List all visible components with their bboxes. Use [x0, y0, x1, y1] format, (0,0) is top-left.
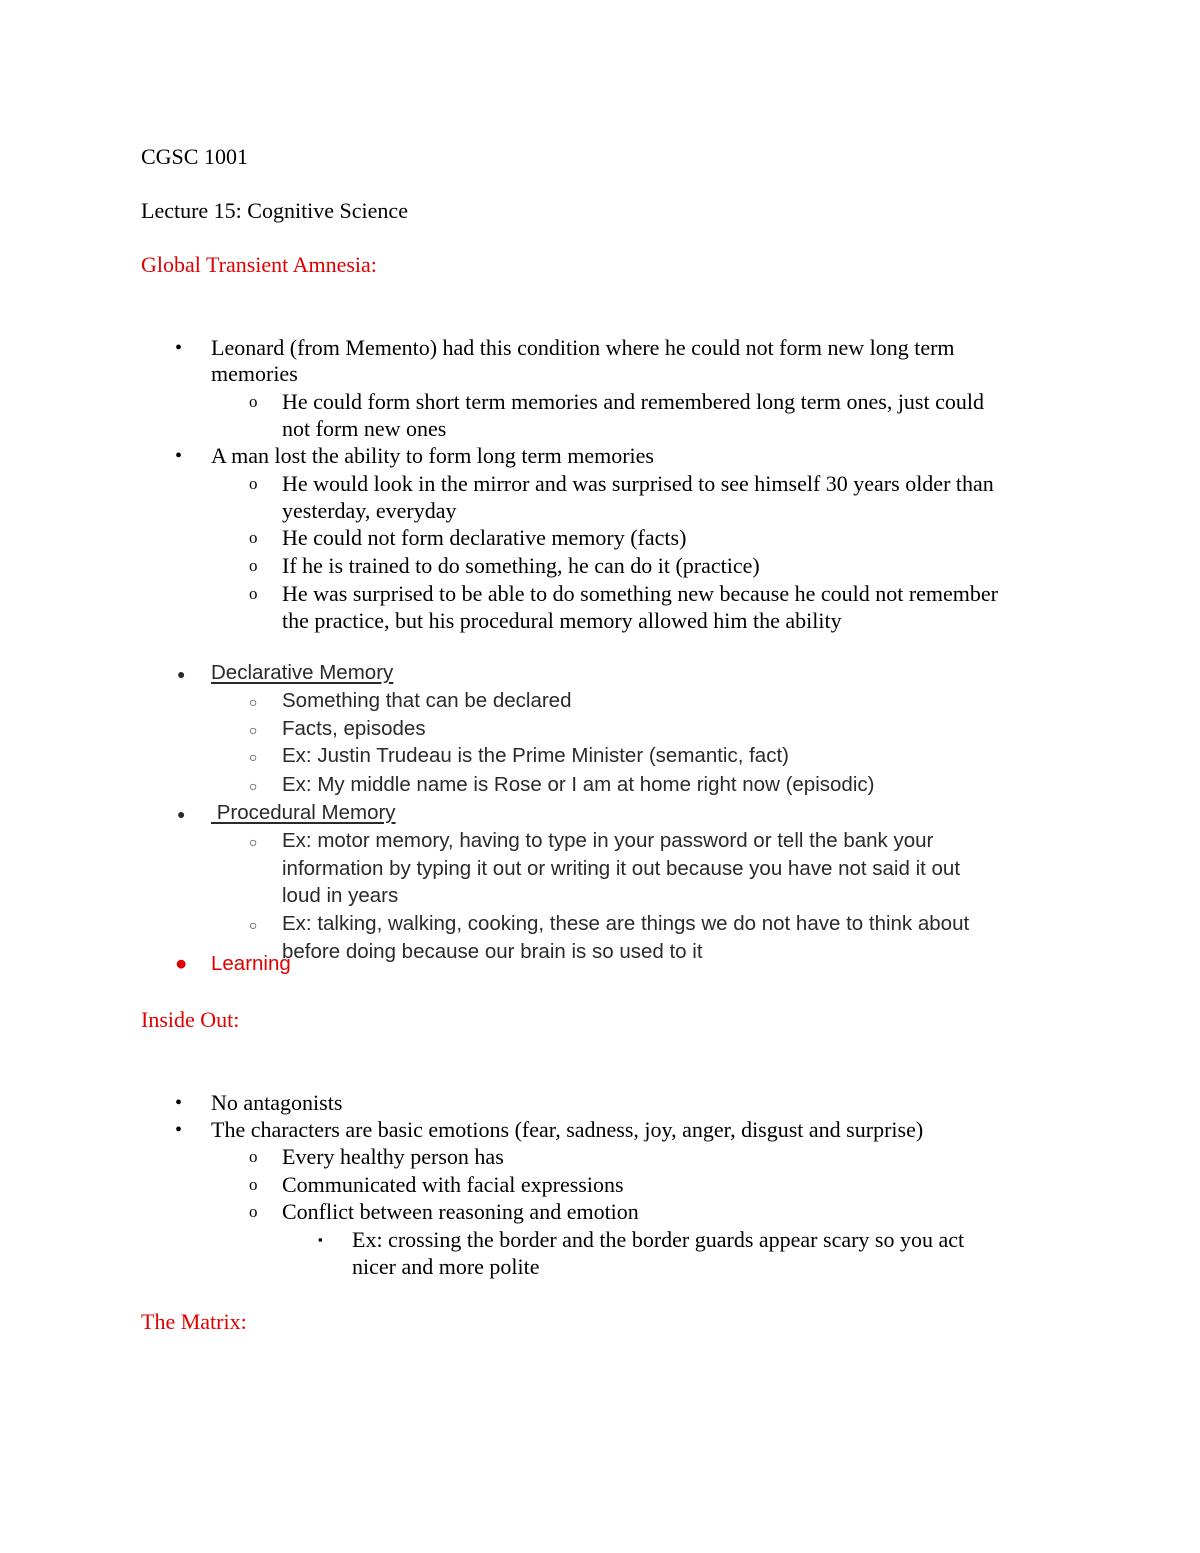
sub-list-item: He would look in the mirror and was surprised to see himself 30 years older than [282, 471, 994, 496]
clipped-text: Learning [211, 952, 291, 975]
list-item-continuation: memories [211, 361, 298, 386]
sub-list-item: He could not form declarative memory (facts) [282, 525, 687, 550]
bullet-icon: • [175, 1092, 183, 1114]
sub-bullet-icon: ○ [249, 778, 258, 794]
sub-list-item: Ex: motor memory, having to type in your password or tell the bank your [282, 829, 934, 852]
procedural-memory-heading: Procedural Memory [211, 801, 396, 824]
bullet-icon: • [175, 1119, 183, 1141]
list-item: A man lost the ability to form long term memories [211, 443, 654, 468]
sub-list-item-continuation: the practice, but his procedural memory allowed him the ability [282, 608, 842, 633]
bullet-icon: • [175, 337, 183, 359]
sub-bullet-icon: ○ [249, 834, 258, 850]
section-heading-amnesia: Global Transient Amnesia: [141, 252, 377, 277]
sub-list-item: Communicated with facial expressions [282, 1172, 624, 1197]
sub-list-item: Ex: My middle name is Rose or I am at home right now (episodic) [282, 773, 875, 796]
sub-list-item: He could form short term memories and remembered long term ones, just could [282, 389, 984, 414]
list-item: No antagonists [211, 1090, 343, 1115]
sub-list-item-continuation: loud in years [282, 884, 399, 907]
sub-list-item: Ex: talking, walking, cooking, these are things we do not have to think about [282, 912, 970, 935]
sub-list-item-continuation: yesterday, everyday [282, 498, 457, 523]
section-heading-matrix: The Matrix: [141, 1309, 247, 1334]
sub-bullet-icon: o [249, 1147, 258, 1166]
bullet-icon: • [175, 445, 183, 467]
sub-bullet-icon: ○ [249, 917, 258, 933]
sub-sub-list-item: Ex: crossing the border and the border guards appear scary so you act [352, 1227, 965, 1252]
bullet-icon: ● [177, 806, 186, 822]
sub-bullet-icon: o [249, 584, 258, 603]
sub-list-item-continuation: not form new ones [282, 416, 447, 441]
section-heading-inside-out: Inside Out: [141, 1007, 240, 1032]
sub-bullet-icon: o [249, 392, 258, 411]
sub-list-item-continuation: information by typing it out or writing it out because you have not said it out [282, 857, 961, 880]
sub-list-item: He was surprised to be able to do something new because he could not remember [282, 581, 999, 606]
sub-bullet-icon: o [249, 1202, 258, 1221]
course-code: CGSC 1001 [141, 144, 248, 169]
lecture-title: Lecture 15: Cognitive Science [141, 198, 408, 223]
sub-bullet-icon: ○ [249, 722, 258, 738]
sub-list-item: Facts, episodes [282, 717, 426, 740]
sub-list-item-continuation: before doing because our brain is so used to it [282, 940, 703, 963]
sub-sub-list-item-continuation: nicer and more polite [352, 1254, 540, 1279]
declarative-memory-heading: Declarative Memory [211, 661, 394, 684]
sub-bullet-icon: o [249, 474, 258, 493]
sub-sub-bullet-icon: ▪ [318, 1232, 323, 1247]
sub-bullet-icon: ○ [249, 749, 258, 765]
sub-list-item: Conflict between reasoning and emotion [282, 1199, 639, 1224]
sub-list-item: Ex: Justin Trudeau is the Prime Minister (semantic, fact) [282, 744, 789, 767]
sub-bullet-icon: o [249, 556, 258, 575]
sub-list-item: Something that can be declared [282, 689, 572, 712]
clipped-bullet-icon: ● [175, 952, 188, 975]
list-item: The characters are basic emotions (fear, sadness, joy, anger, disgust and surprise) [211, 1117, 924, 1142]
sub-bullet-icon: ○ [249, 694, 258, 710]
bullet-icon: ● [177, 666, 186, 682]
sub-list-item: If he is trained to do something, he can do it (practice) [282, 553, 760, 578]
sub-list-item: Every healthy person has [282, 1144, 504, 1169]
clipped-list-item [175, 952, 315, 978]
sub-bullet-icon: o [249, 1175, 258, 1194]
list-item: Leonard (from Memento) had this condition where he could not form new long term [211, 335, 955, 360]
sub-bullet-icon: o [249, 528, 258, 547]
